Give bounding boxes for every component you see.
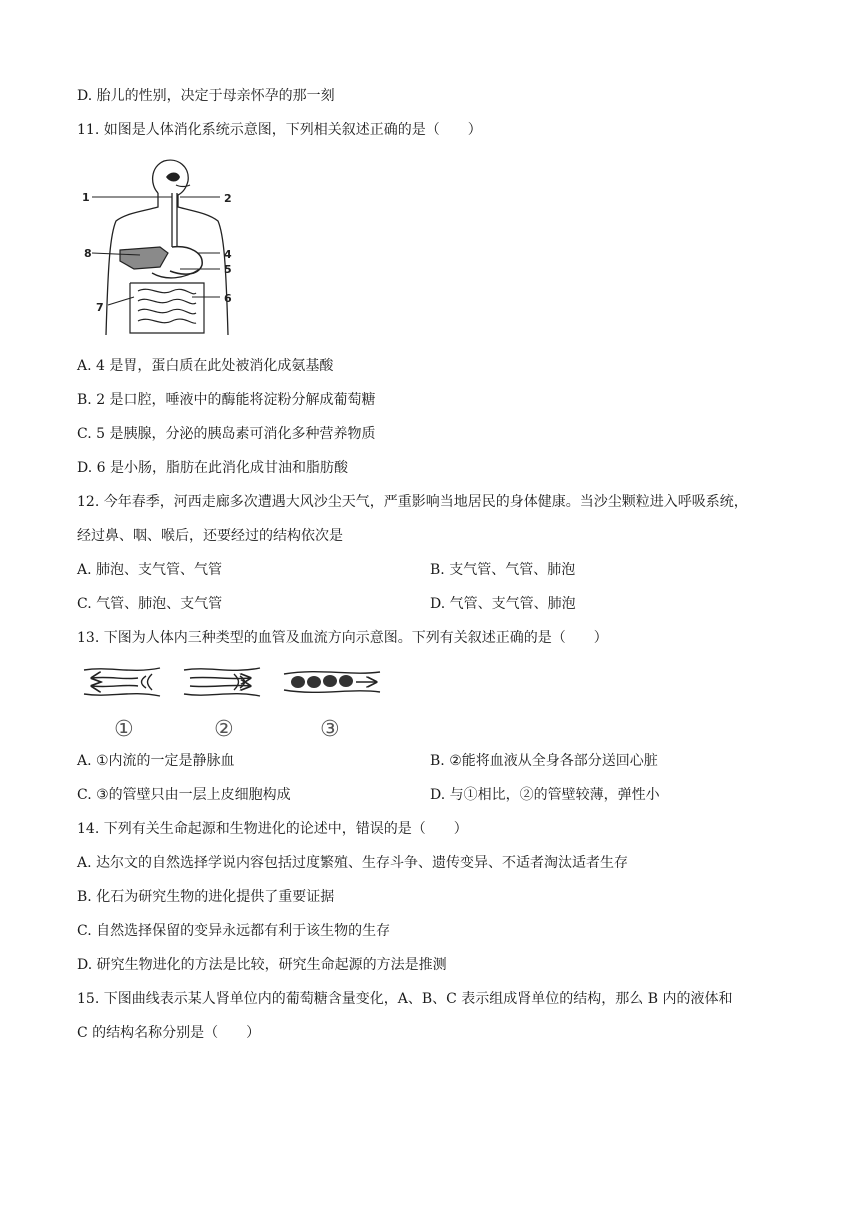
label-8: 8 (84, 247, 92, 260)
blood-vessel-figure (80, 660, 390, 745)
label-6: 6 (224, 292, 232, 305)
vessel-label-3: ③ (320, 717, 340, 742)
q12-option-b[interactable]: B. 支气管、气管、肺泡 (430, 562, 576, 578)
vessel-1 (84, 668, 160, 696)
q15-stem-line1: 15. 下图曲线表示某人肾单位内的葡萄糖含量变化，A、B、C 表示组成肾单位的结构，那么 B 内的液体和 (77, 991, 733, 1007)
q11-option-b[interactable]: B. 2 是口腔，唾液中的酶能将淀粉分解成葡萄糖 (77, 392, 376, 408)
label-1: 1 (82, 191, 90, 204)
vessel-3 (284, 672, 380, 693)
q14-option-b[interactable]: B. 化石为研究生物的进化提供了重要证据 (77, 889, 335, 905)
esophagus (172, 193, 177, 247)
salivary-gland (176, 185, 190, 187)
q14-option-d[interactable]: D. 研究生物进化的方法是比较，研究生命起源的方法是推测 (77, 957, 447, 973)
q14-stem: 14. 下列有关生命起源和生物进化的论述中，错误的是（ ） (77, 821, 468, 837)
q14-option-c[interactable]: C. 自然选择保留的变异永远都有利于该生物的生存 (77, 923, 391, 939)
q11-option-d[interactable]: D. 6 是小肠，脂肪在此消化成甘油和脂肪酸 (77, 460, 348, 476)
digestive-system-figure (80, 155, 250, 345)
vessel-label-2: ② (214, 717, 234, 742)
q11-option-a[interactable]: A. 4 是胃，蛋白质在此处被消化成氨基酸 (77, 358, 334, 374)
q10-option-d: D. 胎儿的性别，决定于母亲怀孕的那一刻 (77, 88, 335, 104)
q13-option-b[interactable]: B. ②能将血液从全身各部分送回心脏 (430, 753, 658, 769)
q13-stem: 13. 下图为人体内三种类型的血管及血流方向示意图。下列有关叙述正确的是（ ） (77, 630, 608, 646)
q12-option-c[interactable]: C. 气管、肺泡、支气管 (77, 596, 223, 612)
q12-option-d[interactable]: D. 气管、支气管、肺泡 (430, 596, 576, 612)
liver (120, 247, 168, 269)
label-2: 2 (224, 192, 232, 205)
q12-stem-line1: 12. 今年春季，河西走廊多次遭遇大风沙尘天气，严重影响当地居民的身体健康。当沙尘颗粒进入呼吸系统， (77, 494, 748, 510)
q12-option-a[interactable]: A. 肺泡、支气管、气管 (77, 562, 223, 578)
intestines (130, 283, 204, 333)
vessel-label-1: ① (114, 717, 134, 742)
mouth-region (166, 173, 180, 182)
q13-option-d[interactable]: D. 与①相比，②的管壁较薄，弹性小 (430, 787, 660, 803)
q14-option-a[interactable]: A. 达尔文的自然选择学说内容包括过度繁殖、生存斗争、遗传变异、不适者淘汰适者生存 (77, 855, 629, 871)
q11-stem: 11. 如图是人体消化系统示意图，下列相关叙述正确的是（ ） (77, 122, 482, 138)
vessel-2 (184, 668, 260, 696)
q11-option-c[interactable]: C. 5 是胰腺，分泌的胰岛素可消化多种营养物质 (77, 426, 376, 442)
q13-option-a[interactable]: A. ①内流的一定是静脉血 (77, 753, 235, 769)
q15-stem-line2: C 的结构名称分别是（ ） (77, 1025, 261, 1041)
label-4: 4 (224, 248, 232, 261)
label-7: 7 (96, 301, 104, 314)
q13-option-c[interactable]: C. ③的管壁只由一层上皮细胞构成 (77, 787, 291, 803)
label-5: 5 (224, 263, 232, 276)
q12-stem-line2: 经过鼻、咽、喉后，还要经过的结构依次是 (77, 528, 343, 544)
body-outline (106, 160, 228, 335)
